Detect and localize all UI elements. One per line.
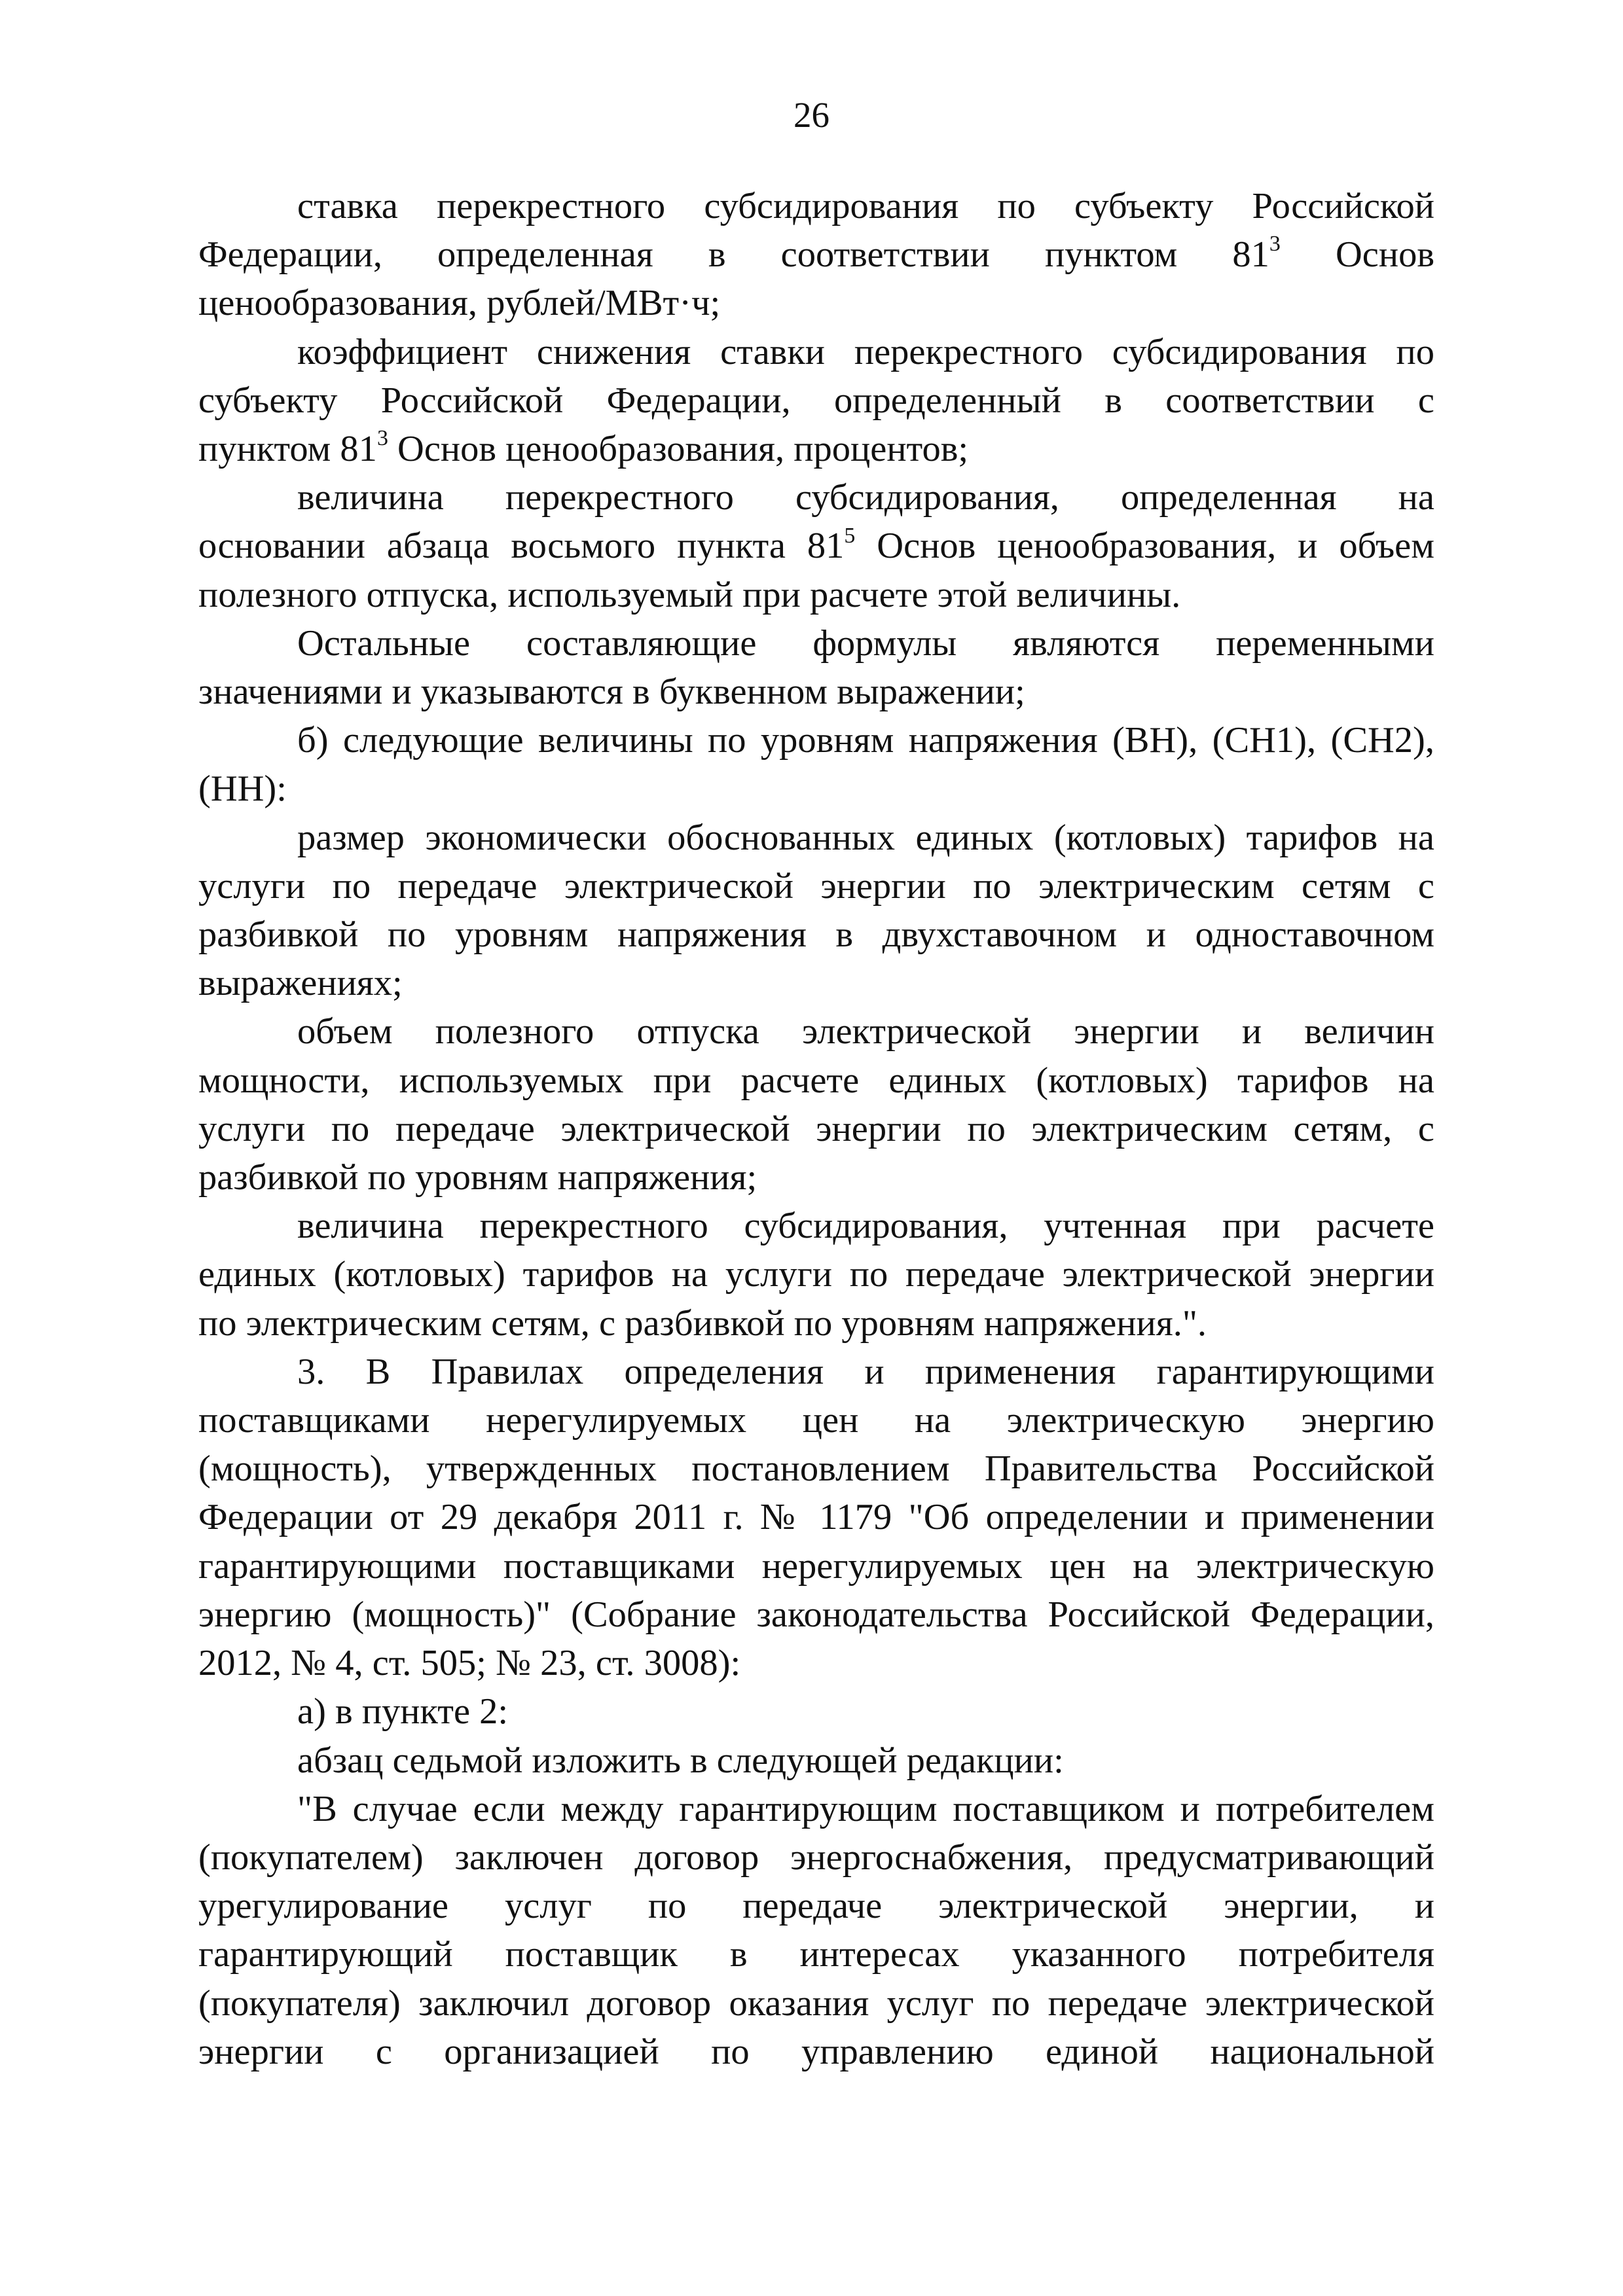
text-line: Федерации от 29 декабря 2011 г. № 1179 "Об определении и применении bbox=[198, 1497, 1434, 1538]
paragraph-item-3 bbox=[198, 1348, 1434, 1687]
text-line: объем полезного отпуска электрической энергии и величин bbox=[297, 1011, 1434, 1052]
text-line: урегулирование услуг по передаче электрической энергии, и bbox=[198, 1886, 1434, 1927]
superscript: 3 bbox=[1269, 232, 1281, 257]
text-line: Остальные составляющие формулы являются переменными bbox=[297, 622, 1434, 664]
paragraph-other-components bbox=[198, 619, 1434, 716]
superscript: 3 bbox=[376, 426, 388, 451]
text-line: (НН): bbox=[198, 768, 287, 810]
paragraph-item-b bbox=[198, 716, 1434, 813]
paragraph-quoted-new-text bbox=[198, 1785, 1434, 2076]
text-line: коэффициент снижения ставки перекрестного субсидирования по bbox=[297, 331, 1434, 372]
paragraph-tariff-size bbox=[198, 814, 1434, 1008]
text-line: б) следующие величины по уровням напряжения (ВН), (СН1), (СН2), bbox=[297, 720, 1434, 761]
text-line: разбивкой по уровням напряжения; bbox=[198, 1157, 757, 1198]
paragraph-reduction-coefficient bbox=[198, 328, 1434, 474]
text-line: энергию (мощность)" (Собрание законодательства Российской Федерации, bbox=[198, 1594, 1434, 1635]
superscript: 5 bbox=[844, 523, 856, 548]
text-line: энергии с организацией по управлению единой национальной bbox=[198, 2031, 1434, 2072]
paragraph-cross-subsidy-amount bbox=[198, 473, 1434, 619]
text-line: (покупателем) заключен договор энергоснабжения, предусматривающий bbox=[198, 1837, 1434, 1878]
text-line: величина перекрестного субсидирования, учтенная при расчете bbox=[297, 1206, 1434, 1247]
text-line: единых (котловых) тарифов на услуги по передаче электрической энергии bbox=[198, 1254, 1434, 1295]
text-line: "В случае если между гарантирующим поставщиком и потребителем bbox=[297, 1788, 1434, 1829]
text-line: 2012, № 4, ст. 505; № 23, ст. 3008): bbox=[198, 1643, 741, 1684]
text-line: полезного отпуска, используемый при расчете этой величины. bbox=[198, 574, 1181, 615]
text-line: размер экономически обоснованных единых (котловых) тарифов на bbox=[297, 817, 1434, 858]
paragraph-seventh-abzac bbox=[198, 1736, 1434, 1785]
paragraph-cross-subsidy-rate bbox=[198, 182, 1434, 328]
text-line: мощности, используемых при расчете единых (котловых) тарифов на bbox=[198, 1060, 1434, 1101]
text-line: гарантирующими поставщиками нерегулируемых цен на электрическую bbox=[198, 1545, 1434, 1587]
text-line: ценообразования, рублей/МВт·ч; bbox=[198, 283, 721, 324]
document-body bbox=[198, 182, 1434, 2076]
text-line: поставщиками нерегулируемых цен на электрическую энергию bbox=[198, 1400, 1434, 1441]
text-line: абзац седьмой изложить в следующей редакции: bbox=[297, 1740, 1064, 1781]
paragraph-cross-subsidy-accounted bbox=[198, 1202, 1434, 1348]
paragraph-item-a bbox=[198, 1687, 1434, 1736]
page-number: 26 bbox=[793, 95, 830, 135]
text-line: а) в пункте 2: bbox=[297, 1691, 509, 1732]
paragraph-useful-supply bbox=[198, 1007, 1434, 1202]
text-line: пунктом $81^3$ Основ ценообразования, процентов; bbox=[198, 426, 969, 470]
text-line: выражениях; bbox=[198, 963, 403, 1004]
text-line: (мощность), утвержденных постановлением Правительства Российской bbox=[198, 1448, 1434, 1490]
text-line: Федерации, определенная в соответствии пунктом $81^3$ Основ bbox=[198, 232, 1435, 276]
text-line: гарантирующий поставщик в интересах указанного потребителя bbox=[198, 1934, 1434, 1975]
text-line: ставка перекрестного субсидирования по субъекту Российской bbox=[297, 186, 1434, 226]
text-line: услуги по передаче электрической энергии по электрическим сетям, с bbox=[198, 1108, 1434, 1149]
text-line: 3. В Правилах определения и применения гарантирующими bbox=[297, 1351, 1434, 1392]
text-line: величина перекрестного субсидирования, определенная на bbox=[297, 477, 1434, 518]
text-line: (покупателя) заключил договор оказания услуг по передаче электрической bbox=[198, 1982, 1434, 2024]
text-line: разбивкой по уровням напряжения в двухставочном и одноставочном bbox=[198, 914, 1434, 956]
text-line: по электрическим сетям, с разбивкой по уровням напряжения.". bbox=[198, 1302, 1207, 1344]
text-line: основании абзаца восьмого пункта $81^5$ Основ ценообразования, и объем bbox=[198, 523, 1434, 567]
text-line: значениями и указываются в буквенном выражении; bbox=[198, 672, 1025, 713]
text-line: субъекту Российской Федерации, определенный в соответствии с bbox=[198, 380, 1434, 421]
text-line: услуги по передаче электрической энергии по электрическим сетям с bbox=[198, 865, 1434, 906]
